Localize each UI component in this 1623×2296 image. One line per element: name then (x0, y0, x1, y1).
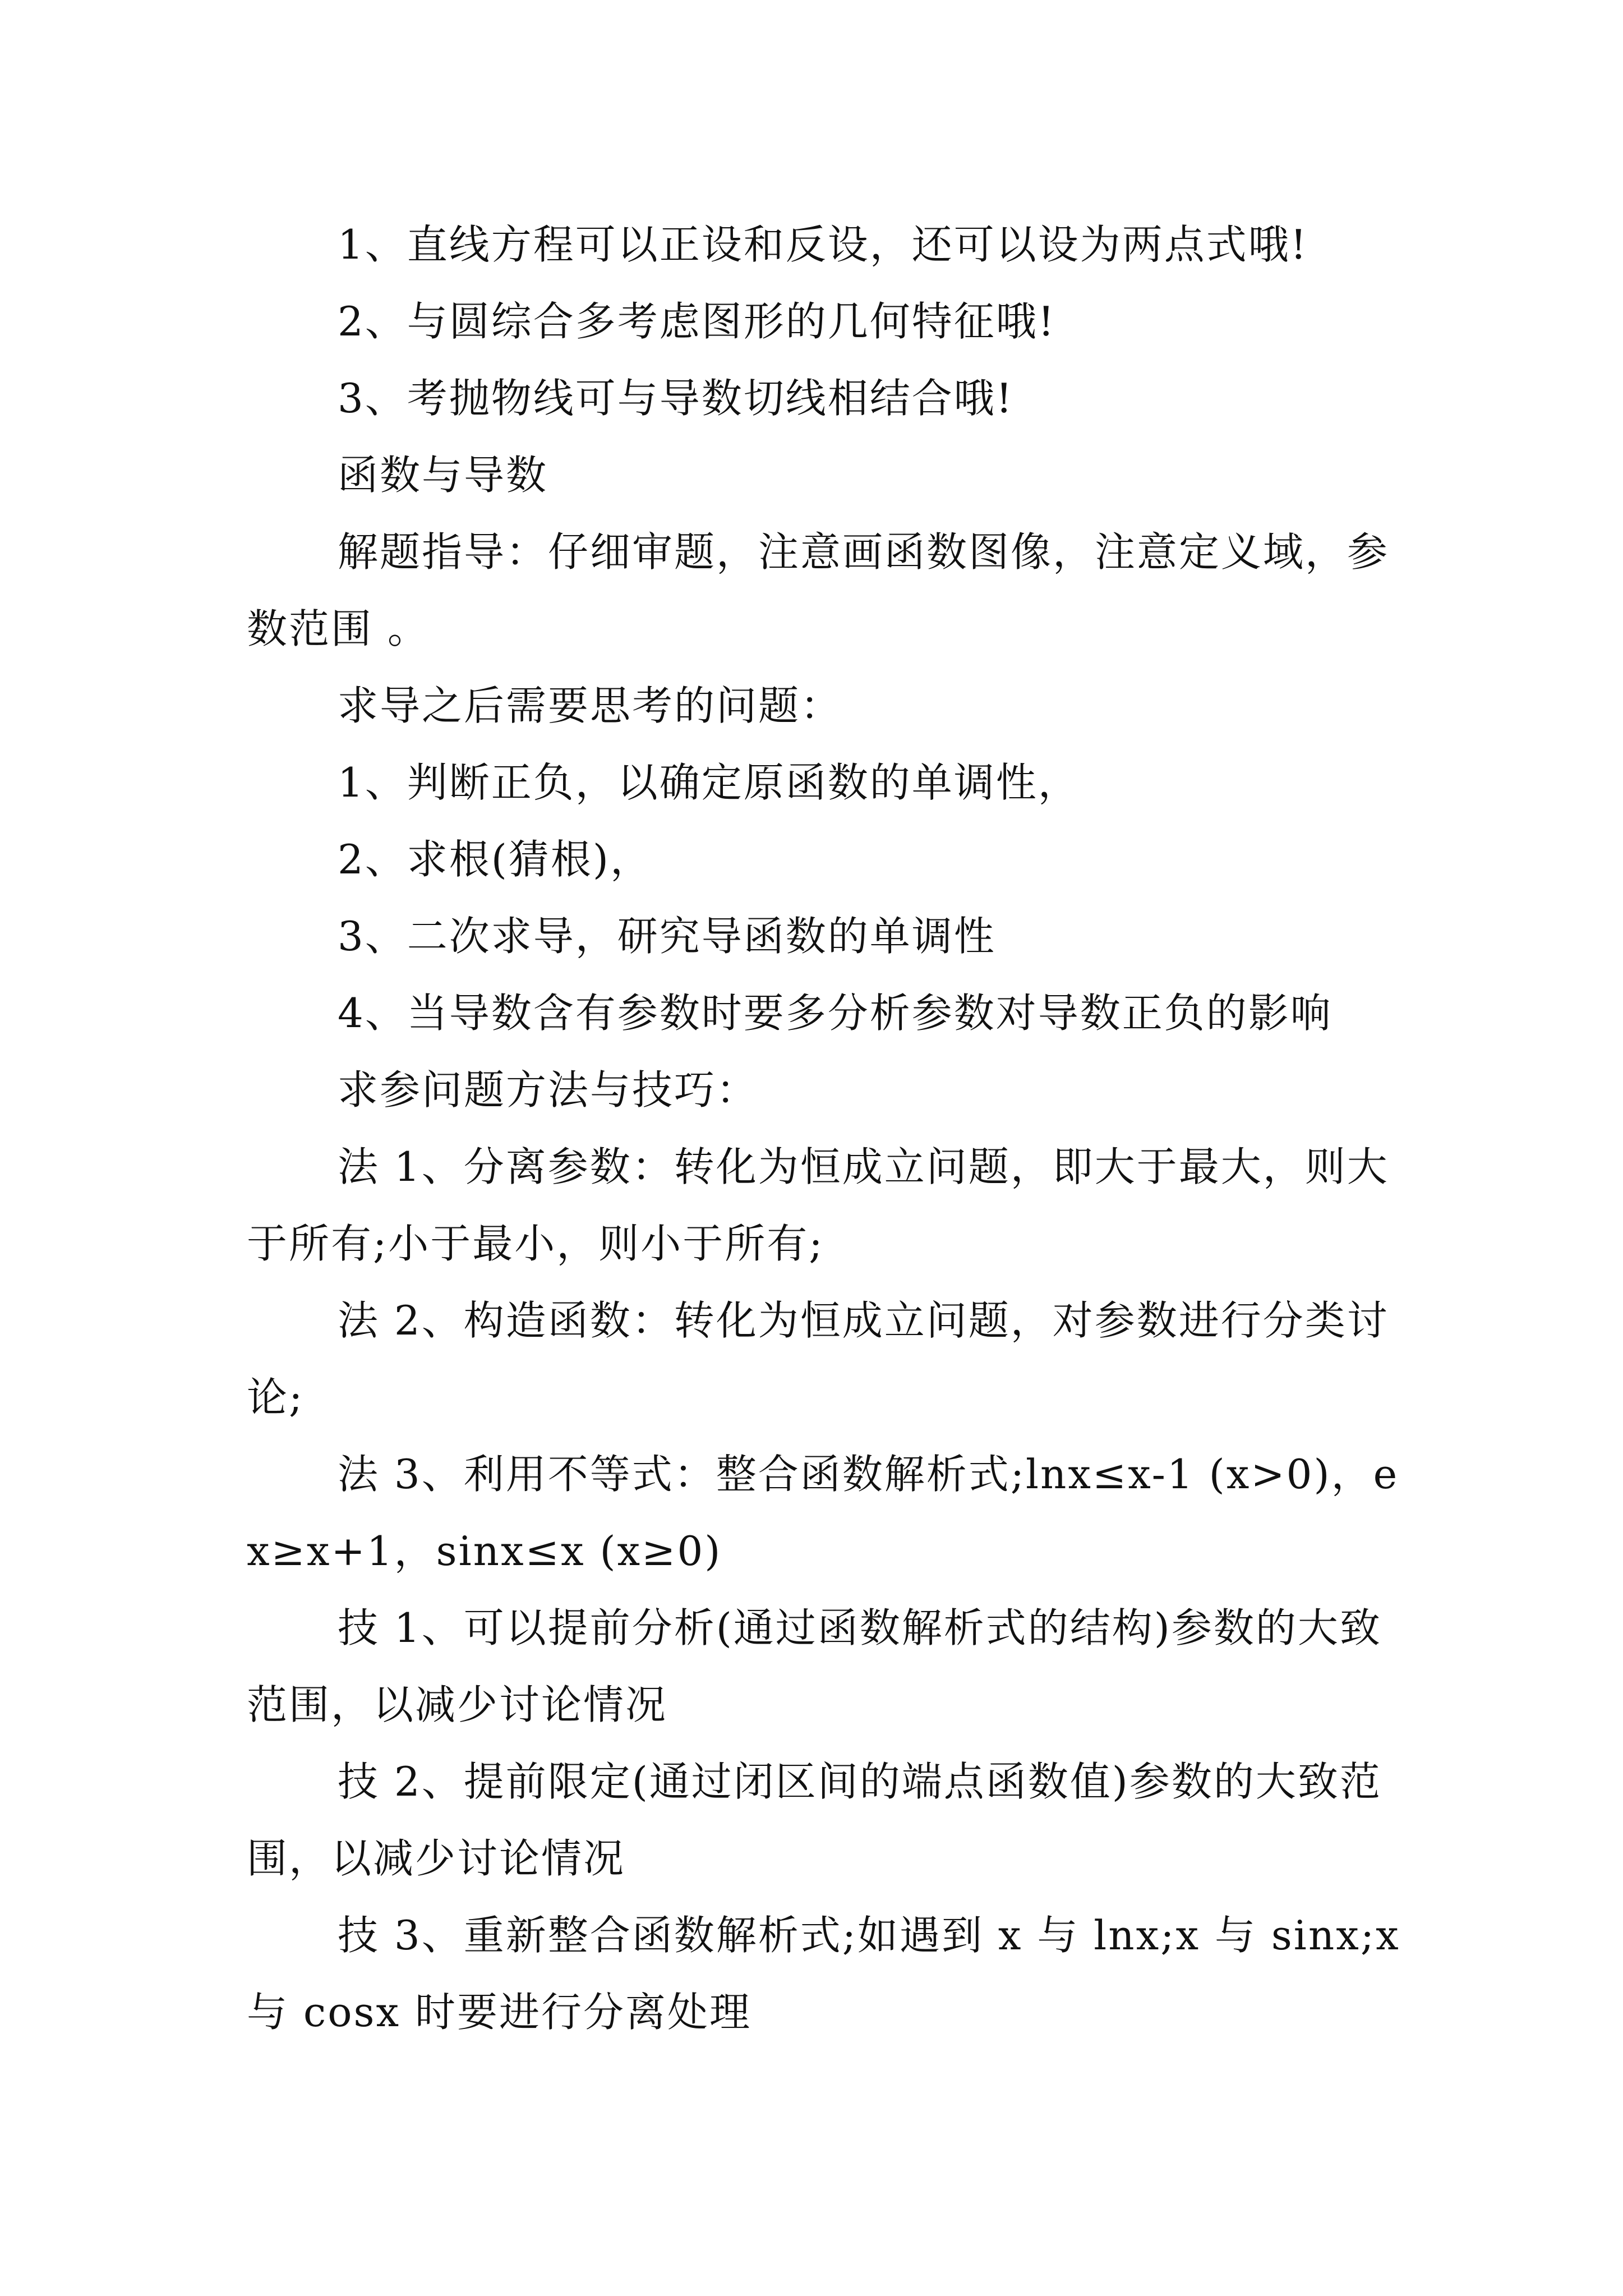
technique-reorganize-expression: 技 3、重新整合函数解析式;如遇到 x 与 lnx;x 与 sinx;x 与 cosx 时要进行分离处理 (247, 1912, 1400, 2036)
method-separate-parameters: 法 1、分离参数：转化为恒成立问题，即大于最大，则大于所有;小于最小，则小于所有; (247, 1143, 1389, 1267)
method-construct-function: 法 2、构造函数：转化为恒成立问题，对参数进行分类讨论; (247, 1297, 1389, 1421)
paragraph-parabola-tip-3: 3、考抛物线可与导数切线相结合哦! (338, 375, 1014, 422)
paragraph-solving-guidance: 解题指导：仔细审题，注意画函数图像，注意定义域，参数范围 。 (247, 528, 1390, 652)
list-item-parameter-influence: 4、当导数含有参数时要多分析参数对导数正负的影响 (338, 990, 1332, 1037)
document-body (247, 206, 1413, 2051)
list-item-find-roots: 2、求根(猜根)， (338, 836, 652, 883)
paragraph-line-tip-1: 1、直线方程可以正设和反设，还可以设为两点式哦! (338, 221, 1308, 268)
paragraph-questions-after-derivative: 求导之后需要思考的问题： (338, 682, 843, 729)
method-use-inequalities: 法 3、利用不等式：整合函数解析式;lnx≤x-1 (x>0)，ex≥x+1，sinx≤x (x≥0) (247, 1451, 1399, 1575)
technique-limit-by-endpoints: 技 2、提前限定(通过闭区间的端点函数值)参数的大致范围，以减少讨论情况 (247, 1758, 1382, 1882)
paragraph-parameter-methods-heading: 求参问题方法与技巧： (338, 1066, 759, 1114)
paragraph-circle-tip-2: 2、与圆综合多考虑图形的几何特征哦! (338, 298, 1056, 345)
list-item-second-derivative: 3、二次求导，研究导函数的单调性 (338, 913, 996, 960)
list-item-sign-monotonicity: 1、判断正负，以确定原函数的单调性， (338, 759, 1080, 806)
section-heading-functions-derivatives: 函数与导数 (338, 452, 548, 499)
technique-analyze-range: 技 1、可以提前分析(通过函数解析式的结构)参数的大致范围，以减少讨论情况 (247, 1604, 1382, 1728)
